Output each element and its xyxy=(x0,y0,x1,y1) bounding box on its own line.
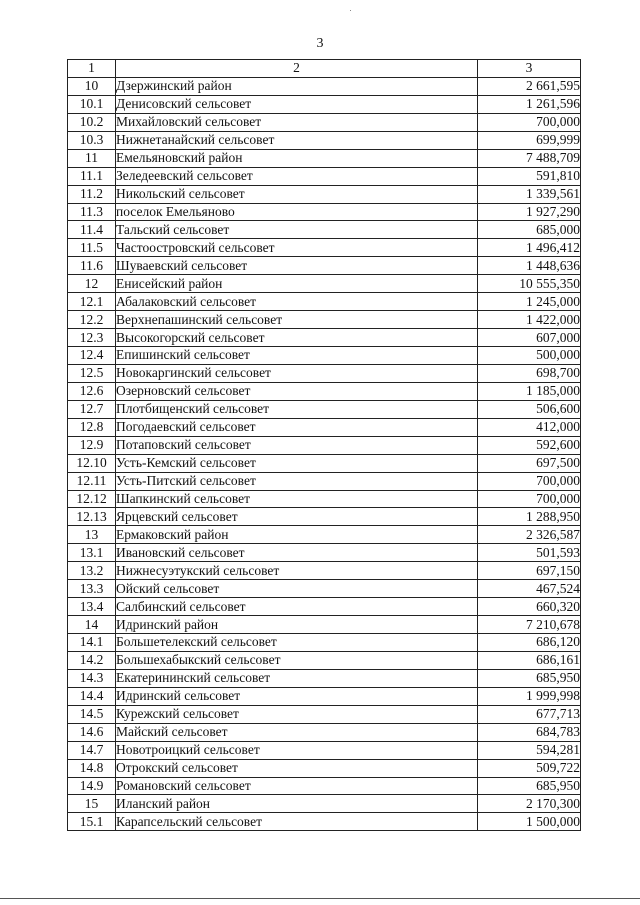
row-value-cell: 594,281 xyxy=(478,741,581,759)
row-number-cell: 14.2 xyxy=(68,651,116,669)
row-name-cell: Погодаевский сельсовет xyxy=(116,418,478,436)
table-row xyxy=(68,167,581,185)
table-row xyxy=(68,634,581,652)
row-value-cell: 684,783 xyxy=(478,723,581,741)
row-value-cell: 2 326,587 xyxy=(478,526,581,544)
table-row xyxy=(68,508,581,526)
row-number-cell: 12.2 xyxy=(68,311,116,329)
table-row xyxy=(68,705,581,723)
row-name-cell: Романовский сельсовет xyxy=(116,777,478,795)
row-number-cell: 14.4 xyxy=(68,687,116,705)
row-number-cell: 12 xyxy=(68,275,116,293)
row-name-cell: Никольский сельсовет xyxy=(116,185,478,203)
row-number-cell: 11.2 xyxy=(68,185,116,203)
row-number-cell: 12.9 xyxy=(68,436,116,454)
row-number-cell: 14.3 xyxy=(68,669,116,687)
row-name-cell: Абалаковский сельсовет xyxy=(116,293,478,311)
row-value-cell: 1 185,000 xyxy=(478,382,581,400)
table-body xyxy=(68,60,581,831)
row-number-cell: 10 xyxy=(68,77,116,95)
row-number-cell: 11.5 xyxy=(68,239,116,257)
row-name-cell: Курежский сельсовет xyxy=(116,705,478,723)
table-row xyxy=(68,580,581,598)
table-row xyxy=(68,95,581,113)
row-number-cell: 11 xyxy=(68,149,116,167)
header-cell-number: 1 xyxy=(68,60,116,78)
table-row xyxy=(68,598,581,616)
scan-edge-line xyxy=(0,898,640,899)
row-value-cell: 1 339,561 xyxy=(478,185,581,203)
row-value-cell: 1 496,412 xyxy=(478,239,581,257)
row-name-cell: Епишинский сельсовет xyxy=(116,347,478,365)
row-value-cell: 2 170,300 xyxy=(478,795,581,813)
row-name-cell: Нижнесуэтукский сельсовет xyxy=(116,562,478,580)
row-name-cell: Новокаргинский сельсовет xyxy=(116,364,478,382)
row-number-cell: 12.6 xyxy=(68,382,116,400)
row-value-cell: 1 261,596 xyxy=(478,95,581,113)
table-row xyxy=(68,221,581,239)
table-row xyxy=(68,454,581,472)
row-name-cell: Большехабыкский сельсовет xyxy=(116,651,478,669)
row-name-cell: Салбинский сельсовет xyxy=(116,598,478,616)
row-name-cell: Усть-Питский сельсовет xyxy=(116,472,478,490)
table-row xyxy=(68,723,581,741)
row-name-cell: Шапкинский сельсовет xyxy=(116,490,478,508)
row-value-cell: 700,000 xyxy=(478,472,581,490)
table-row xyxy=(68,77,581,95)
row-number-cell: 10.3 xyxy=(68,131,116,149)
table-row xyxy=(68,669,581,687)
scan-speck xyxy=(350,10,351,11)
row-name-cell: Высокогорский сельсовет xyxy=(116,329,478,347)
table-row xyxy=(68,185,581,203)
table-row xyxy=(68,239,581,257)
row-number-cell: 12.1 xyxy=(68,293,116,311)
table-row xyxy=(68,777,581,795)
row-value-cell: 591,810 xyxy=(478,167,581,185)
table-row xyxy=(68,616,581,634)
row-name-cell: Плотбищенский сельсовет xyxy=(116,400,478,418)
row-name-cell: Новотроицкий сельсовет xyxy=(116,741,478,759)
row-number-cell: 11.6 xyxy=(68,257,116,275)
table-row xyxy=(68,562,581,580)
row-number-cell: 13 xyxy=(68,526,116,544)
row-name-cell: Ивановский сельсовет xyxy=(116,544,478,562)
row-name-cell: Денисовский сельсовет xyxy=(116,95,478,113)
row-name-cell: Екатерининский сельсовет xyxy=(116,669,478,687)
table-row xyxy=(68,131,581,149)
row-value-cell: 7 488,709 xyxy=(478,149,581,167)
table-row xyxy=(68,813,581,831)
row-value-cell: 697,500 xyxy=(478,454,581,472)
row-number-cell: 12.10 xyxy=(68,454,116,472)
row-number-cell: 14.6 xyxy=(68,723,116,741)
table-row xyxy=(68,436,581,454)
row-number-cell: 10.1 xyxy=(68,95,116,113)
row-value-cell: 1 448,636 xyxy=(478,257,581,275)
row-number-cell: 14.5 xyxy=(68,705,116,723)
row-number-cell: 12.13 xyxy=(68,508,116,526)
row-name-cell: Шуваевский сельсовет xyxy=(116,257,478,275)
table-row xyxy=(68,311,581,329)
table-row xyxy=(68,275,581,293)
row-value-cell: 685,950 xyxy=(478,669,581,687)
row-value-cell: 506,600 xyxy=(478,400,581,418)
row-name-cell: Майский сельсовет xyxy=(116,723,478,741)
row-value-cell: 700,000 xyxy=(478,113,581,131)
row-name-cell: Карапсельский сельсовет xyxy=(116,813,478,831)
row-value-cell: 686,161 xyxy=(478,651,581,669)
row-value-cell: 592,600 xyxy=(478,436,581,454)
row-value-cell: 500,000 xyxy=(478,347,581,365)
row-value-cell: 660,320 xyxy=(478,598,581,616)
table-row xyxy=(68,347,581,365)
row-number-cell: 13.2 xyxy=(68,562,116,580)
row-number-cell: 14 xyxy=(68,616,116,634)
row-value-cell: 685,950 xyxy=(478,777,581,795)
row-name-cell: Идринский сельсовет xyxy=(116,687,478,705)
table-row xyxy=(68,293,581,311)
table-row xyxy=(68,418,581,436)
table-row xyxy=(68,364,581,382)
table-row xyxy=(68,795,581,813)
table-row xyxy=(68,759,581,777)
row-number-cell: 14.7 xyxy=(68,741,116,759)
row-name-cell: Дзержинский район xyxy=(116,77,478,95)
row-name-cell: Потаповский сельсовет xyxy=(116,436,478,454)
budget-table xyxy=(67,59,581,831)
row-value-cell: 697,150 xyxy=(478,562,581,580)
header-cell-name: 2 xyxy=(116,60,478,78)
row-number-cell: 13.1 xyxy=(68,544,116,562)
row-value-cell: 1 288,950 xyxy=(478,508,581,526)
row-value-cell: 2 661,595 xyxy=(478,77,581,95)
table-row xyxy=(68,113,581,131)
row-number-cell: 13.3 xyxy=(68,580,116,598)
table-row xyxy=(68,257,581,275)
table-row xyxy=(68,149,581,167)
table-row xyxy=(68,400,581,418)
row-number-cell: 12.8 xyxy=(68,418,116,436)
table-row xyxy=(68,203,581,221)
row-name-cell: Частоостровский сельсовет xyxy=(116,239,478,257)
row-value-cell: 1 422,000 xyxy=(478,311,581,329)
table-row xyxy=(68,472,581,490)
row-value-cell: 686,120 xyxy=(478,634,581,652)
row-name-cell: Зеледеевский сельсовет xyxy=(116,167,478,185)
row-number-cell: 11.1 xyxy=(68,167,116,185)
row-name-cell: Тальский сельсовет xyxy=(116,221,478,239)
row-value-cell: 412,000 xyxy=(478,418,581,436)
row-number-cell: 14.8 xyxy=(68,759,116,777)
row-value-cell: 607,000 xyxy=(478,329,581,347)
row-name-cell: Ярцевский сельсовет xyxy=(116,508,478,526)
table-row xyxy=(68,329,581,347)
row-number-cell: 11.4 xyxy=(68,221,116,239)
row-name-cell: поселок Емельяново xyxy=(116,203,478,221)
row-value-cell: 698,700 xyxy=(478,364,581,382)
row-number-cell: 13.4 xyxy=(68,598,116,616)
row-name-cell: Усть-Кемский сельсовет xyxy=(116,454,478,472)
row-value-cell: 10 555,350 xyxy=(478,275,581,293)
row-value-cell: 685,000 xyxy=(478,221,581,239)
row-number-cell: 15 xyxy=(68,795,116,813)
row-value-cell: 1 927,290 xyxy=(478,203,581,221)
row-number-cell: 12.12 xyxy=(68,490,116,508)
row-name-cell: Енисейский район xyxy=(116,275,478,293)
row-name-cell: Озерновский сельсовет xyxy=(116,382,478,400)
row-number-cell: 12.7 xyxy=(68,400,116,418)
row-name-cell: Ойский сельсовет xyxy=(116,580,478,598)
row-value-cell: 509,722 xyxy=(478,759,581,777)
row-value-cell: 700,000 xyxy=(478,490,581,508)
table-row xyxy=(68,651,581,669)
row-value-cell: 7 210,678 xyxy=(478,616,581,634)
table-row xyxy=(68,741,581,759)
row-number-cell: 10.2 xyxy=(68,113,116,131)
row-name-cell: Иланский район xyxy=(116,795,478,813)
table-row xyxy=(68,490,581,508)
row-number-cell: 15.1 xyxy=(68,813,116,831)
row-number-cell: 12.11 xyxy=(68,472,116,490)
row-value-cell: 467,524 xyxy=(478,580,581,598)
row-name-cell: Михайловский сельсовет xyxy=(116,113,478,131)
row-name-cell: Верхнепашинский сельсовет xyxy=(116,311,478,329)
row-name-cell: Большетелекский сельсовет xyxy=(116,634,478,652)
row-number-cell: 12.3 xyxy=(68,329,116,347)
row-value-cell: 1 999,998 xyxy=(478,687,581,705)
row-value-cell: 699,999 xyxy=(478,131,581,149)
row-name-cell: Идринский район xyxy=(116,616,478,634)
page-number: 3 xyxy=(316,36,324,51)
row-value-cell: 1 245,000 xyxy=(478,293,581,311)
table-header-row xyxy=(68,60,581,78)
row-name-cell: Нижнетанайский сельсовет xyxy=(116,131,478,149)
row-name-cell: Отрокский сельсовет xyxy=(116,759,478,777)
table-row xyxy=(68,687,581,705)
table-row xyxy=(68,526,581,544)
row-number-cell: 12.5 xyxy=(68,364,116,382)
row-number-cell: 14.9 xyxy=(68,777,116,795)
table-row xyxy=(68,382,581,400)
row-name-cell: Ермаковский район xyxy=(116,526,478,544)
row-number-cell: 14.1 xyxy=(68,634,116,652)
row-number-cell: 11.3 xyxy=(68,203,116,221)
row-value-cell: 1 500,000 xyxy=(478,813,581,831)
header-cell-value: 3 xyxy=(478,60,581,78)
row-name-cell: Емельяновский район xyxy=(116,149,478,167)
row-value-cell: 501,593 xyxy=(478,544,581,562)
row-number-cell: 12.4 xyxy=(68,347,116,365)
row-value-cell: 677,713 xyxy=(478,705,581,723)
table-row xyxy=(68,544,581,562)
